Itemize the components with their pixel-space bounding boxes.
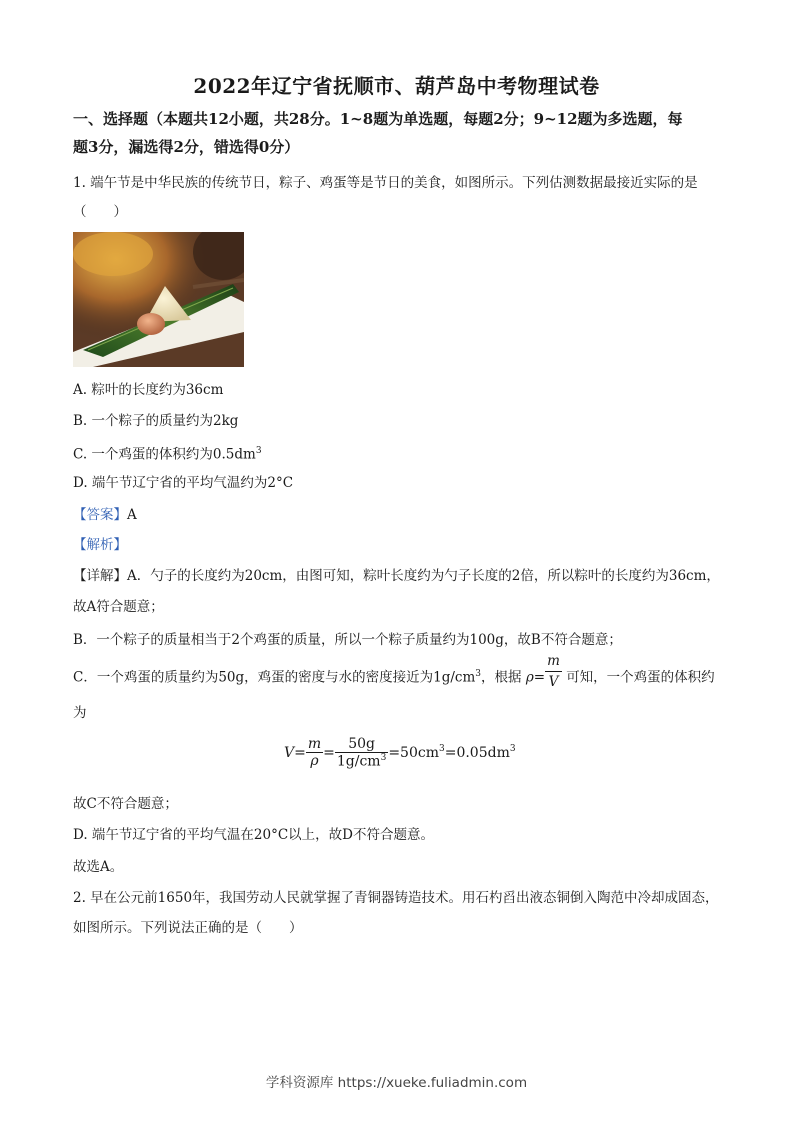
formula-frac-2: [335, 736, 388, 770]
footer-watermark: 学科资源库 https://xueke.fuliadmin.com: [265, 1075, 528, 1091]
choose-line: 故选A。: [73, 859, 124, 875]
formula-frac-2-num: 50g: [335, 736, 388, 753]
formula-frac-2-den: [335, 753, 388, 770]
option-d: D. 端午节辽宁省的平均气温约为2°C: [73, 475, 294, 491]
detail-a-line-2: 故A符合题意；: [73, 599, 164, 615]
option-c-text: C. 一个鸡蛋的体积约为0.5dm: [73, 446, 256, 463]
equals-sign: =: [533, 669, 546, 686]
zongzi-illustration: [73, 232, 244, 367]
section-heading-line-2: 题3分，漏选得2分，错选得0分）: [73, 138, 300, 156]
question-1-blank: （ ）: [73, 204, 127, 220]
detail-c-mid: ，根据: [481, 669, 522, 686]
option-c: [73, 441, 262, 465]
question-1-stem: 1. 端午节是中华民族的传统节日，粽子、鸡蛋等是节日的美食，如图所示。下列估测数据最接近实际的是: [73, 175, 698, 191]
answer-value: A: [127, 507, 137, 523]
detail-d: D. 端午节辽宁省的平均气温在20°C以上，故D不符合题意。: [73, 827, 435, 843]
answer-tag: 【答案】: [73, 507, 127, 523]
question-2-stem-2: 如图所示。下列说法正确的是（ ）: [73, 920, 303, 936]
formula-eq-1: =: [294, 744, 306, 761]
formula-eq-3: =: [388, 744, 401, 761]
detail-c-post: 可知，一个鸡蛋的体积约: [566, 669, 715, 686]
fraction-den-v: V: [548, 673, 559, 690]
rho-symbol: ρ: [525, 669, 534, 686]
volume-formula: [284, 736, 516, 770]
detail-b: B．一个粽子的质量相当于2个鸡蛋的质量，所以一个粽子质量约为100g，故B不符合题意；: [73, 632, 622, 648]
detail-c-sup: 3: [475, 669, 482, 679]
formula-den-sup: 3: [380, 753, 387, 763]
section-heading-line-1: 一、选择题（本题共12小题，共28分。1~8题为单选题，每题2分；9~12题为多选题，每: [73, 110, 683, 128]
answer-line: [73, 505, 137, 525]
density-fraction: [545, 651, 562, 692]
detail-c-pre: C．一个鸡蛋的质量约为50g，鸡蛋的密度与水的密度接近为1g/cm: [73, 669, 476, 686]
question-2-stem: 2. 早在公元前1650年，我国劳动人民就掌握了青铜器铸造技术。用石杓舀出液态铜倒入陶范中冷却成固态，: [73, 890, 719, 906]
formula-result-2: =0.05dm: [444, 744, 510, 761]
formula-v: V: [284, 744, 295, 761]
formula-result-2-sup: 3: [509, 744, 516, 755]
detail-c-end: 故C不符合题意；: [73, 796, 178, 812]
option-b: B. 一个粽子的质量约为2kg: [73, 413, 239, 429]
detail-a-line-1: [73, 566, 720, 586]
detail-c-line-1: [73, 652, 715, 692]
detail-tag: 【详解】: [73, 568, 127, 584]
option-a: A. 粽叶的长度约为36cm: [73, 382, 224, 398]
formula-frac-1-num: m: [307, 736, 322, 753]
detail-c-line-2: 为: [73, 705, 87, 721]
page-title: 2022年辽宁省抚顺市、葫芦岛中考物理试卷: [193, 74, 600, 98]
formula-eq-2: =: [323, 744, 335, 761]
detail-a-text: A．勺子的长度约为20cm，由图可知，粽叶长度约为勺子长度的2倍，所以粽叶的长度约为36cm，: [127, 568, 720, 584]
zongzi-egg-photo: [73, 232, 244, 367]
analysis-tag: 【解析】: [73, 537, 127, 553]
formula-frac-1: [306, 736, 323, 769]
fraction-num-m: m: [545, 651, 562, 672]
formula-result-1: 50cm: [400, 744, 439, 761]
formula-result-1-sup: 3: [438, 744, 445, 755]
formula-frac-1-den: ρ: [310, 753, 319, 770]
option-c-sup: 3: [255, 446, 262, 456]
formula-den-text: 1g/cm: [336, 753, 381, 770]
